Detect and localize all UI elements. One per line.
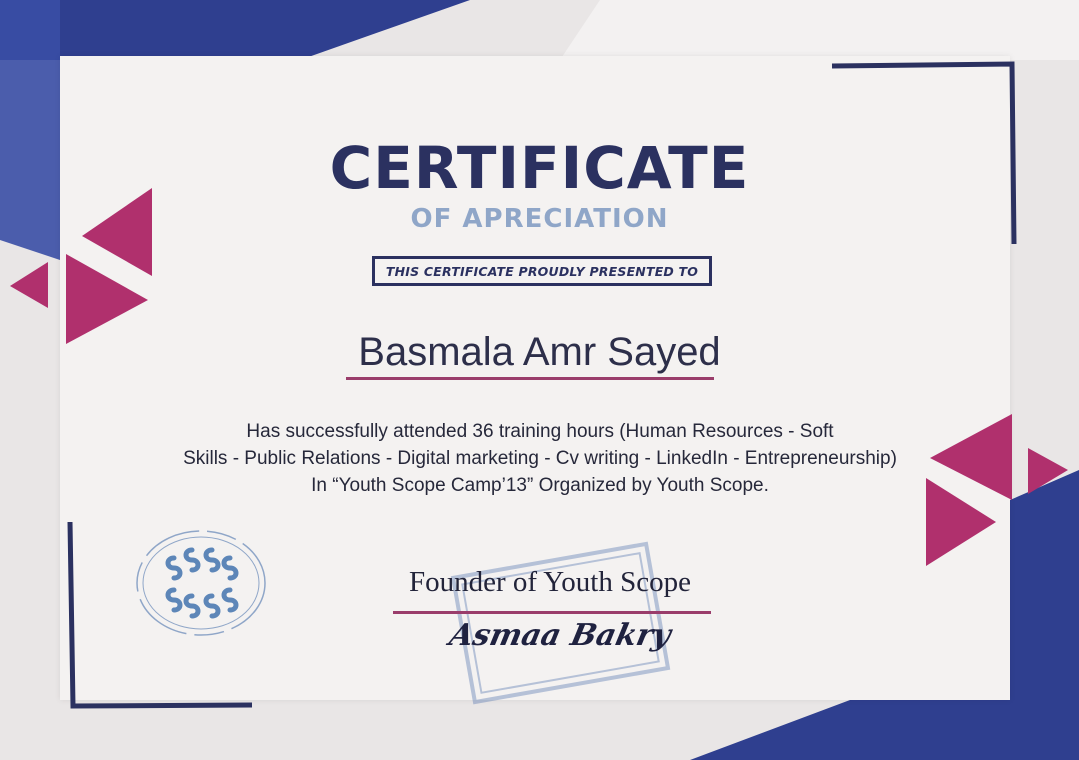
signature: Asmaa Bakry [446, 618, 674, 653]
recipient-name: Basmala Amr Sayed [358, 330, 721, 374]
body-line-1: Has successfully attended 36 training hours (Human Resources - Soft [246, 421, 834, 442]
body-line-2: Skills - Public Relations - Digital marketing - Cv writing - LinkedIn - Entrepreneurship) [183, 448, 897, 469]
certificate-subtitle: OF APRECIATION [410, 204, 669, 234]
signatory-title: Founder of Youth Scope [409, 566, 691, 598]
presented-to-banner: THIS CERTIFICATE PROUDLY PRESENTED TO [372, 256, 712, 286]
signatory-underline [393, 611, 711, 614]
left-triangle-3 [10, 262, 48, 308]
youth-scope-logo-icon [132, 528, 270, 638]
certificate-body [90, 418, 990, 499]
recipient-name-underline [346, 377, 714, 380]
right-triangle-3 [1028, 448, 1068, 494]
certificate-title: CERTIFICATE [329, 134, 750, 202]
body-line-3: In “Youth Scope Camp’13” Organized by Youth Scope. [311, 475, 769, 496]
